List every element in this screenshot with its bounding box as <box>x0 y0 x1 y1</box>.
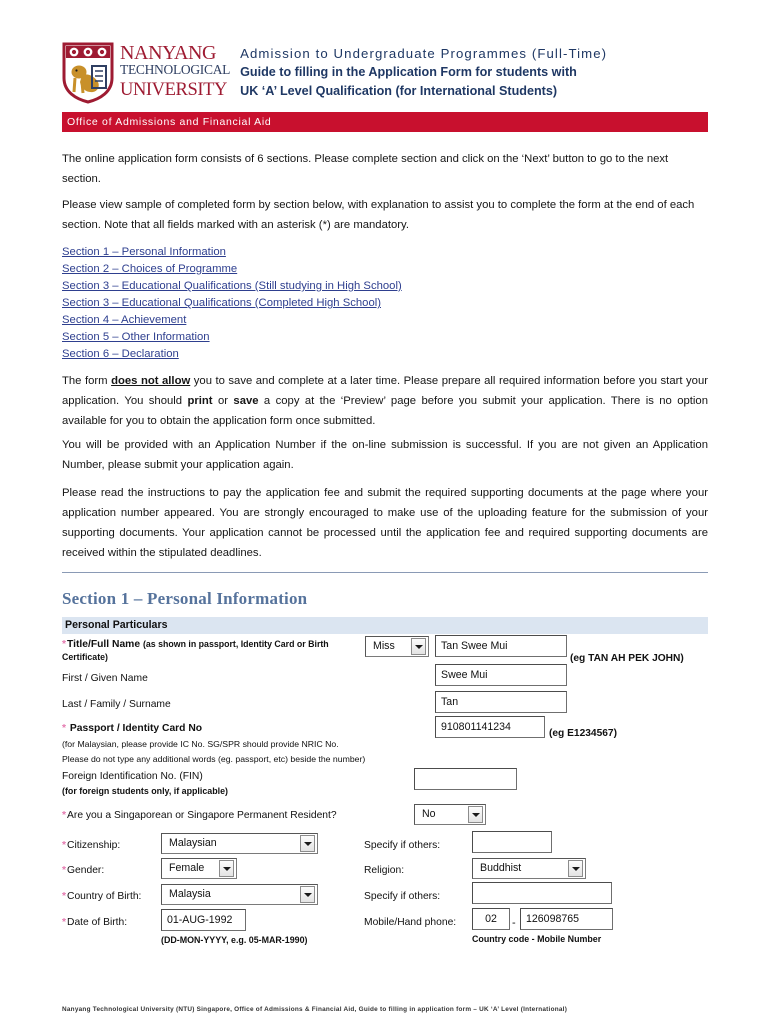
specify-others-1-input[interactable] <box>472 831 552 853</box>
date-of-birth-note: (DD-MON-YYYY, e.g. 05-MAR-1990) <box>161 935 308 945</box>
label-title-fullname-note: (as shown in passport, Identity Card or Birth Certificate) <box>62 639 329 662</box>
p3-bold-save: save <box>233 395 259 407</box>
label-country-of-birth-text: Country of Birth: <box>67 891 142 902</box>
gender-select[interactable] <box>161 858 237 879</box>
required-asterisk: * <box>62 810 67 821</box>
section-link-5[interactable]: Section 4 – Achievement <box>62 314 187 326</box>
chevron-down-icon[interactable] <box>219 860 234 877</box>
mobile-note: Country code - Mobile Number <box>472 934 602 944</box>
title-select[interactable] <box>365 636 429 657</box>
label-fin <box>62 770 402 797</box>
intro-paragraph-1: The online application form consists of 6 sections. Please complete section and click on the ‘Next’ button to go to the next section. <box>62 153 669 185</box>
label-specify-others-2: Specify if others: <box>364 891 441 902</box>
label-fin-main: Foreign Identification No. (FIN) <box>62 771 203 782</box>
label-country-of-birth <box>62 890 141 903</box>
label-passport <box>62 722 412 765</box>
label-citizenship <box>62 839 120 852</box>
label-citizenship-text: Citizenship: <box>67 840 121 851</box>
required-asterisk: * <box>62 917 67 928</box>
country-of-birth-select[interactable] <box>161 884 318 905</box>
fin-input[interactable] <box>414 768 517 790</box>
p3-part-d: a copy at the ‘Preview’ page before you submit your application. There is no option available for you to obtain the application form once submitted. <box>62 395 709 427</box>
page-title: Section 1 – Personal Information <box>62 589 308 608</box>
section-link-7[interactable]: Section 6 – Declaration <box>62 348 179 360</box>
wordmark-nanyang: NANYANG <box>120 42 217 64</box>
section-link-2[interactable]: Section 2 – Choices of Programme <box>62 263 238 275</box>
required-asterisk: * <box>62 891 67 902</box>
required-asterisk: * <box>62 639 67 650</box>
intro-paragraph-2: Please view sample of completed form by section below, with explanation to assist you to complete the form at the end of each section. Note that all fields marked with an asterisk (*) are mandatory. <box>62 199 695 231</box>
chevron-down-icon[interactable] <box>568 860 583 877</box>
p3-part-a: The form <box>62 375 112 387</box>
chevron-down-icon[interactable] <box>300 835 315 852</box>
label-gender <box>62 864 104 877</box>
citizenship-value: Malaysian <box>169 837 217 849</box>
singaporean-pr-value: No <box>422 808 436 820</box>
chevron-down-icon[interactable] <box>300 886 315 903</box>
section-divider <box>62 572 708 573</box>
label-date-of-birth-text: Date of Birth: <box>67 917 128 928</box>
specify-others-2-input[interactable] <box>472 882 612 904</box>
label-gender-text: Gender: <box>67 865 105 876</box>
section-link-3[interactable]: Section 3 – Educational Qualifications (Still studying in High School) <box>62 280 402 292</box>
citizenship-select[interactable] <box>161 833 318 854</box>
required-asterisk: * <box>62 723 67 734</box>
passport-input[interactable] <box>435 716 545 738</box>
first-name-input[interactable] <box>435 664 567 686</box>
document-header <box>62 42 708 108</box>
label-passport-note-2: Please do not type any additional words (eg. passport, etc) beside the number) <box>62 754 366 764</box>
ntu-wordmark <box>120 42 230 101</box>
religion-select[interactable] <box>472 858 586 879</box>
section-link-6[interactable]: Section 5 – Other Information <box>62 331 210 343</box>
singaporean-pr-select[interactable] <box>414 804 486 825</box>
intro-paragraph-5: Please read the instructions to pay the application fee and submit the required supporting documents at the page where your application number appeared. You are strongly encouraged to make use of the uploading feature for the submission of your supporting documents. Your application cannot be processed until the application fee and required supporting documents are received within the stipulated deadlines. <box>62 487 708 559</box>
mobile-separator: - <box>512 917 516 929</box>
label-date-of-birth <box>62 916 127 929</box>
p3-part-b: you to save and complete at a later time. Please prepare all required information before you start your application. You should <box>62 375 708 407</box>
header-title-line-3: UK ‘A’ Level Qualification (for International Students) <box>240 84 558 98</box>
label-last-name: Last / Family / Surname <box>62 699 171 710</box>
label-mobile-phone: Mobile/Hand phone: <box>364 917 457 928</box>
header-titles <box>240 42 607 101</box>
required-asterisk: * <box>62 840 67 851</box>
p3-bold-print: print <box>187 395 213 407</box>
document-footer: Nanyang Technological University (NTU) Singapore, Office of Admissions & Financial Aid, Guide to filling in application form – UK ‘A’ Level (International) <box>62 1006 568 1013</box>
ntu-crest-logo <box>62 42 114 104</box>
required-asterisk: * <box>62 865 67 876</box>
section-link-1[interactable]: Section 1 – Personal Information <box>62 246 226 258</box>
last-name-input[interactable] <box>435 691 567 713</box>
passport-hint: (eg E1234567) <box>549 728 617 739</box>
label-singaporean-pr <box>62 809 337 822</box>
mobile-country-code-input[interactable] <box>472 908 510 930</box>
label-first-name: First / Given Name <box>62 673 148 684</box>
gender-value: Female <box>169 862 205 874</box>
label-specify-others-1: Specify if others: <box>364 840 441 851</box>
personal-particulars-band: Personal Particulars <box>62 617 708 634</box>
label-fin-note: (for foreign students only, if applicable) <box>62 786 229 796</box>
p3-bold-does-not-allow: does not allow <box>111 375 191 387</box>
office-banner: Office of Admissions and Financial Aid <box>62 112 708 132</box>
intro-paragraph-4: You will be provided with an Application Number if the on-line submission is successful. If you are not given an Application Number, please submit your application again. <box>62 439 708 471</box>
title-select-value: Miss <box>373 640 395 652</box>
chevron-down-icon[interactable] <box>468 806 483 823</box>
intro-paragraph-3 <box>62 371 708 431</box>
chevron-down-icon[interactable] <box>411 638 426 655</box>
label-singaporean-pr-text: Are you a Singaporean or Singapore Permanent Resident? <box>67 810 337 821</box>
mobile-number-input[interactable] <box>520 908 613 930</box>
label-title-fullname <box>62 638 362 664</box>
section-link-4[interactable]: Section 3 – Educational Qualifications (Completed High School) <box>62 297 381 309</box>
label-passport-note-1: (for Malaysian, please provide IC No. SG/SPR should provide NRIC No. <box>62 739 339 749</box>
label-passport-main: Passport / Identity Card No <box>69 723 203 734</box>
label-title-fullname-main: Title/Full Name <box>67 639 141 650</box>
date-of-birth-input[interactable] <box>161 909 246 931</box>
p3-part-c: or <box>212 395 234 407</box>
wordmark-technological: TECHNOLOGICAL <box>120 62 231 77</box>
label-religion: Religion: <box>364 865 405 876</box>
fullname-hint: (eg TAN AH PEK JOHN) <box>570 653 684 664</box>
religion-value: Buddhist <box>480 862 522 874</box>
header-title-line-1: Admission to Undergraduate Programmes (Full-Time) <box>240 46 608 61</box>
section-links-list <box>62 244 708 363</box>
fullname-input[interactable] <box>435 635 567 657</box>
header-title-line-2: Guide to filling in the Application Form for students with <box>240 65 577 79</box>
wordmark-university: UNIVERSITY <box>120 80 227 100</box>
country-of-birth-value: Malaysia <box>169 888 211 900</box>
